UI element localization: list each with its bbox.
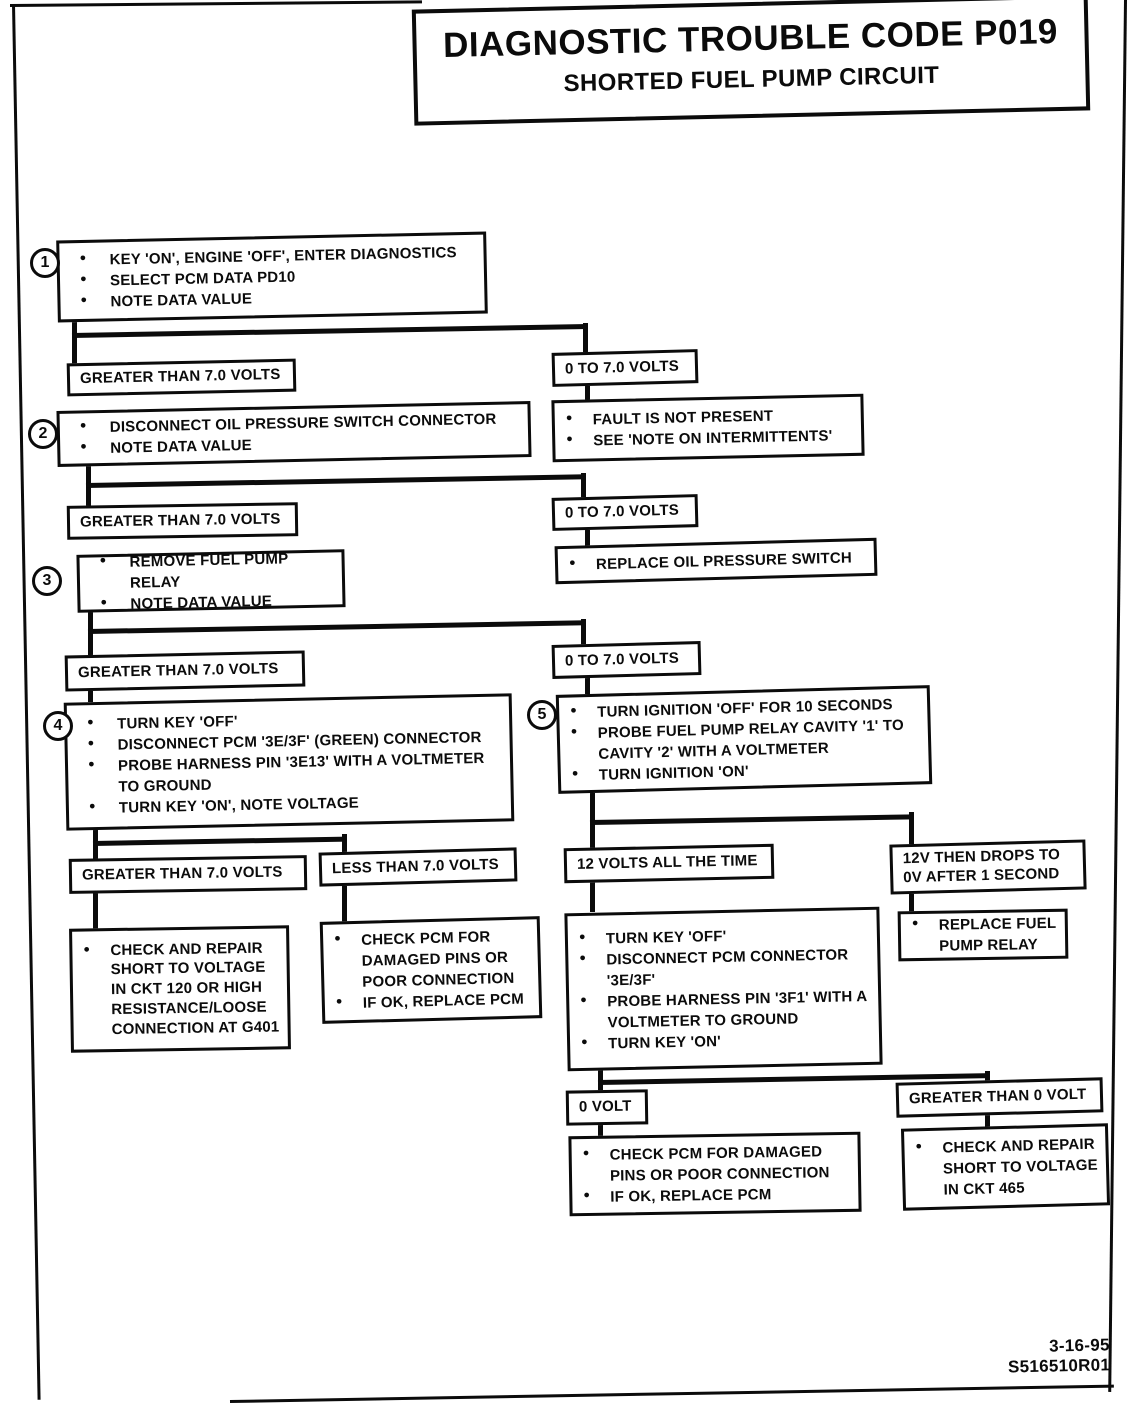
connector-row1-horizontal (72, 324, 588, 338)
instruction: ● PROBE FUEL PUMP RELAY CAVITY '1' TO CAVITY '2' WITH A VOLTMETER (560, 714, 921, 765)
page-border-bottom (230, 1385, 1114, 1403)
instruction: ● REPLACE FUEL PUMP RELAY (901, 913, 1058, 957)
connector-row3-horizontal (88, 620, 586, 634)
step-5-box (556, 685, 932, 794)
instruction: ● FAULT IS NOT PRESENT (555, 404, 853, 431)
instruction: ● REPLACE OIL PRESSURE SWITCH (558, 547, 866, 576)
step-3-box (76, 549, 345, 613)
instruction: ● NOTE DATA VALUE (60, 283, 476, 313)
connector-row2-right-down (581, 473, 586, 499)
decision-greater-0-volt: GREATER THAN 0 VOLT (896, 1077, 1104, 1117)
instruction: ● PROBE HARNESS PIN '3E13' WITH A VOLTMETER TO GROUND (68, 747, 503, 798)
instruction: ● TURN IGNITION 'OFF' FOR 10 SECONDS (559, 693, 919, 723)
instruction: ● KEY 'ON', ENGINE 'OFF', ENTER DIAGNOSTICS (59, 241, 475, 271)
decision-0-volt: 0 VOLT (566, 1089, 649, 1125)
page-border-right (1108, 0, 1127, 1392)
instruction: ● IF OK, REPLACE PCM (572, 1182, 850, 1207)
connector-row1-right-down (583, 323, 588, 355)
instruction: ● NOTE DATA VALUE (60, 429, 520, 460)
step-4-number: 4 (43, 711, 73, 741)
decision-0-to-7v-2: 0 TO 7.0 VOLTS (552, 494, 699, 531)
instruction: ● DISCONNECT PCM '3E/3F' (GREEN) CONNECTOR (67, 726, 501, 756)
repair-ckt120-box (69, 925, 291, 1052)
instruction: ● CHECK AND REPAIR SHORT TO VOLTAGE IN CKT 120 OR HIGH RESISTANCE/LOOSE CONNECTION AT G401 (72, 938, 280, 1040)
replace-fuel-pump-relay-box (898, 909, 1069, 962)
decision-less-7v: LESS THAN 7.0 VOLTS (319, 847, 518, 886)
step-1-number: 1 (30, 248, 60, 278)
instruction: ● TURN KEY 'ON', NOTE VOLTAGE (69, 789, 503, 819)
connector-step5-horizontal (590, 814, 914, 825)
step-6-box (564, 907, 882, 1072)
decision-greater-7v-4: GREATER THAN 7.0 VOLTS (69, 855, 308, 894)
page-subtitle: SHORTED FUEL PUMP CIRCUIT (563, 61, 940, 98)
page-title: DIAGNOSTIC TROUBLE CODE P019 (442, 12, 1059, 65)
decision-greater-7v-1: GREATER THAN 7.0 VOLTS (67, 359, 297, 397)
revision-date: 3-16-95 (1048, 1335, 1110, 1356)
step-4-box (64, 693, 515, 830)
check-pcm-box-2 (568, 1132, 861, 1217)
decision-greater-7v-3: GREATER THAN 7.0 VOLTS (65, 650, 306, 691)
connector-row3-right-down (581, 619, 586, 647)
instruction: ● CHECK PCM FOR DAMAGED PINS OR POOR CONNECTION (323, 925, 531, 993)
step-2-box (56, 401, 531, 467)
instruction: ● NOTE DATA VALUE (80, 589, 334, 615)
replace-oil-pressure-switch-box (555, 538, 878, 584)
document-id: S516510R01 (1007, 1354, 1111, 1377)
instruction: ● TURN KEY 'ON' (570, 1028, 871, 1055)
step-3-number: 3 (32, 566, 62, 596)
instruction: ● IF OK, REPLACE PCM (325, 988, 531, 1014)
instruction: ● REMOVE FUEL PUMP RELAY (79, 547, 334, 594)
instruction: ● DISCONNECT PCM CONNECTOR '3E/3F' (568, 944, 870, 992)
instruction: ● DISCONNECT OIL PRESSURE SWITCH CONNECTOR (60, 408, 520, 439)
instruction: ● PROBE HARNESS PIN '3F1' WITH A VOLTMETER TO GROUND (569, 986, 871, 1034)
decision-12v-drops-0v: 12V THEN DROPS TO 0V AFTER 1 SECOND (889, 839, 1086, 894)
instruction: ● SEE 'NOTE ON INTERMITTENTS' (555, 425, 853, 452)
decision-0-to-7v-1: 0 TO 7.0 VOLTS (552, 349, 699, 387)
check-pcm-box-1 (320, 916, 543, 1024)
instruction: ● CHECK AND REPAIR SHORT TO VOLTAGE IN CKT 465 (904, 1133, 1099, 1201)
repair-ckt465-box (901, 1123, 1110, 1210)
instruction: ● TURN KEY 'OFF' (67, 705, 501, 735)
step-1-box (56, 232, 488, 323)
instruction: ● CHECK PCM FOR DAMAGED PINS OR POOR CONNECTION (572, 1140, 851, 1186)
instruction: ● SELECT PCM DATA PD10 (60, 262, 476, 292)
document-footer (950, 1335, 1111, 1377)
step-5-number: 5 (527, 700, 557, 730)
step-2-number: 2 (28, 419, 58, 449)
fault-not-present-box (551, 394, 864, 463)
title-box (412, 0, 1090, 126)
instruction: ● TURN IGNITION 'ON' (561, 756, 921, 786)
decision-0-to-7v-3: 0 TO 7.0 VOLTS (552, 641, 702, 679)
instruction: ● TURN KEY 'OFF' (568, 923, 869, 950)
decision-greater-7v-2: GREATER THAN 7.0 VOLTS (67, 502, 299, 540)
connector-row2-horizontal (86, 474, 586, 488)
page-border-top (10, 0, 422, 7)
decision-12v-all-time: 12 VOLTS ALL THE TIME (564, 844, 775, 883)
connector-step4-horizontal (93, 837, 347, 846)
page-border-left (12, 4, 41, 1400)
